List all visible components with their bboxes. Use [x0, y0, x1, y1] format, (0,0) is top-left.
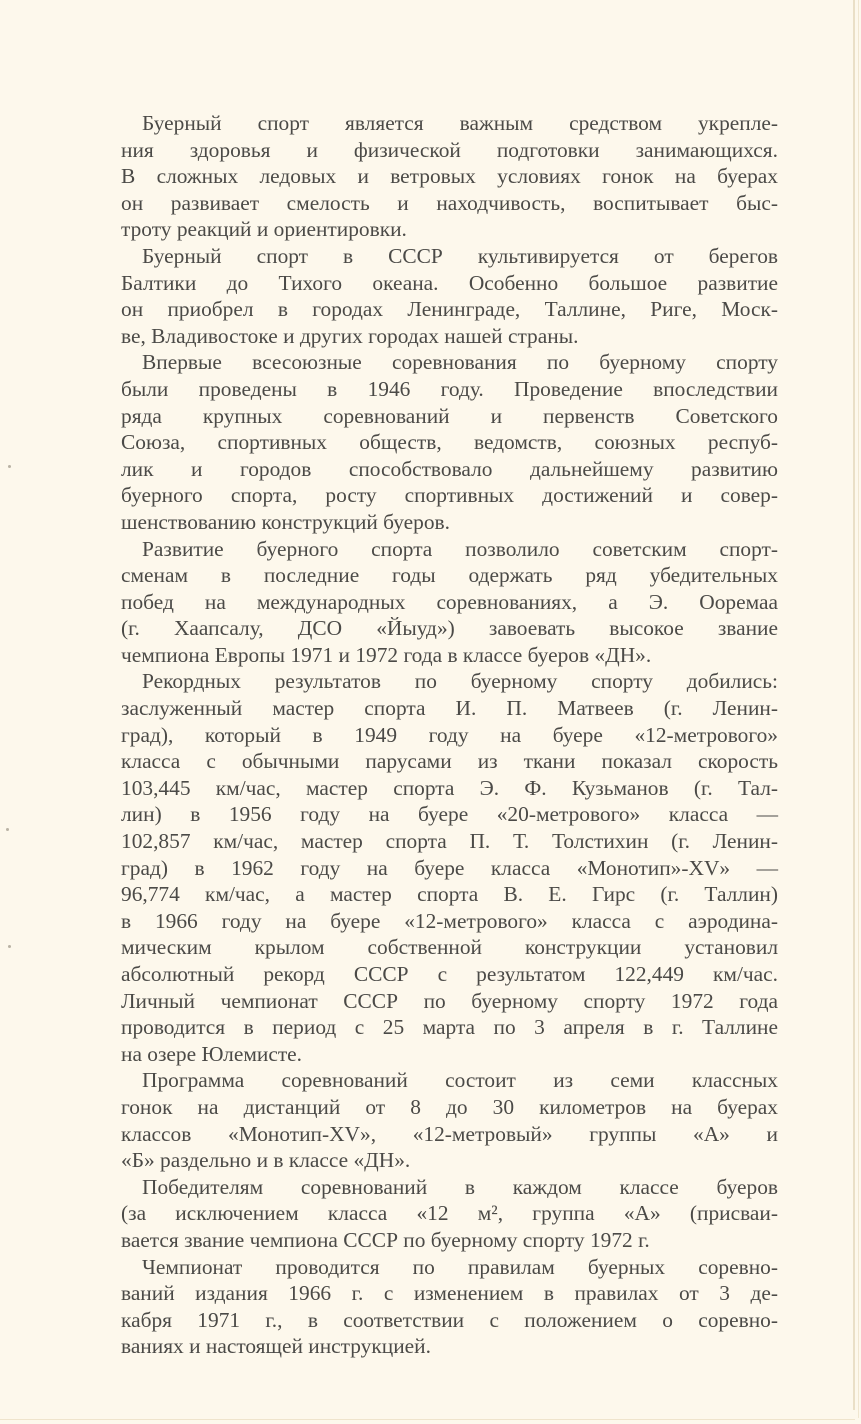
text-line: ве, Владивостоке и других городах нашей страны. [121, 323, 579, 348]
text-line: абсолютный рекорд СССР с результатом 122,449 км/час. [121, 962, 778, 986]
paragraph [100, 1254, 778, 1360]
text-line: троту реакций и ориентировки. [121, 217, 407, 242]
text-line: сменам в последние годы одержать ряд убедительных [121, 563, 778, 588]
text-line: ния здоровья и физической подготовки занимающихся. [121, 137, 778, 162]
text-line: Союза, спортивных обществ, ведомств, союзных респуб- [121, 430, 778, 455]
text-line: ваний издания 1966 г. с изменением в правилах от 3 де- [121, 1281, 778, 1306]
text-line: град) в 1962 году на буере класса «Монотип»-XV» — [121, 855, 778, 880]
text-line: 96,774 км/час, а мастер спорта В. Е. Гирс (г. Таллин) [121, 882, 778, 907]
body-text [100, 110, 778, 1360]
paper-speck [8, 465, 11, 468]
page-edge-bottom [0, 1419, 855, 1420]
text-line: буерного спорта, росту спортивных достижений и совер- [121, 483, 778, 508]
text-line: гонок на дистанций от 8 до 30 километров на буерах [121, 1094, 778, 1119]
text-line: в 1966 году на буере «12-метрового» класса с аэродина- [121, 908, 778, 933]
text-line: лин) в 1956 году на буере «20-метрового» класса — [121, 802, 778, 827]
text-line: «Б» раздельно и в классе «ДН». [121, 1148, 411, 1173]
text-line: лик и городов способствовало дальнейшему развитию [121, 456, 778, 481]
text-line: (г. Хаапсалу, ДСО «Йыуд») завоевать высокое звание [121, 616, 778, 641]
text-line: Рекордных результатов по буерному спорту добились: [142, 669, 778, 694]
text-line: Впервые всесоюзные соревнования по буерному спорту [142, 350, 778, 375]
text-line: Программа соревнований состоит из семи классных [142, 1068, 778, 1093]
text-line: ряда крупных соревнований и первенств Советского [121, 403, 778, 428]
text-line: на озере Юлемисте. [121, 1041, 303, 1066]
text-line: вается звание чемпиона СССР по буерному спорту 1972 г. [121, 1227, 650, 1252]
paragraph [100, 349, 778, 535]
text-line: Личный чемпионат СССР по буерному спорту 1972 года [121, 988, 778, 1013]
text-line: были проведены в 1946 году. Проведение впоследствии [121, 376, 778, 401]
text-line: Победителям соревнований в каждом классе буеров [142, 1174, 778, 1199]
text-line: классов «Монотип-XV», «12-метровый» группы «А» и [121, 1121, 778, 1146]
text-line: он развивает смелость и находчивость, воспитывает быс- [121, 190, 778, 215]
paper-speck [8, 945, 11, 948]
text-line: Развитие буерного спорта позволило советским спорт- [142, 536, 778, 561]
text-line: ваниях и настоящей инструкцией. [121, 1334, 431, 1359]
text-line: Чемпионат проводится по правилам буерных соревно- [142, 1254, 778, 1279]
text-line: побед на международных соревнованиях, а Э. Ооремаа [121, 589, 778, 614]
text-line: 103,445 км/час, мастер спорта Э. Ф. Кузьманов (г. Тал- [121, 775, 778, 800]
paragraph [100, 243, 778, 349]
text-line: (за исключением класса «12 м², группа «А» (присваи- [121, 1201, 778, 1226]
text-line: чемпиона Европы 1971 и 1972 года в классе буеров «ДН». [121, 642, 652, 667]
text-line: шенствованию конструкций буеров. [121, 509, 450, 534]
text-line: В сложных ледовых и ветровых условиях гонок на буерах [121, 164, 778, 189]
paragraph [100, 668, 778, 1067]
text-line: Буерный спорт является важным средством укрепле- [142, 111, 778, 135]
text-line: 102,857 км/час, мастер спорта П. Т. Толстихин (г. Ленин- [121, 829, 778, 854]
page-edge-right-outer [858, 0, 859, 1418]
text-line: класса с обычными парусами из ткани показал скорость [121, 749, 778, 774]
paragraph [100, 1067, 778, 1173]
text-line: град), который в 1949 году на буере «12-метрового» [121, 722, 778, 747]
page-edge-right [853, 0, 855, 1410]
paragraph [100, 1174, 778, 1254]
text-line: заслуженный мастер спорта И. П. Матвеев (г. Ленин- [121, 696, 778, 721]
text-line: кабря 1971 г., в соответствии с положением о соревно- [121, 1307, 778, 1332]
text-line: мическим крылом собственной конструкции установил [121, 935, 778, 960]
paragraph [100, 110, 778, 243]
paragraph [100, 536, 778, 669]
text-line: проводится в период с 25 марта по 3 апреля в г. Таллине [121, 1015, 778, 1040]
text-line: он приобрел в городах Ленинграде, Таллине, Риге, Моск- [121, 297, 778, 322]
text-line: Балтики до Тихого океана. Особенно большое развитие [121, 270, 778, 295]
text-line: Буерный спорт в СССР культивируется от берегов [142, 243, 778, 268]
paper-speck [6, 828, 9, 831]
